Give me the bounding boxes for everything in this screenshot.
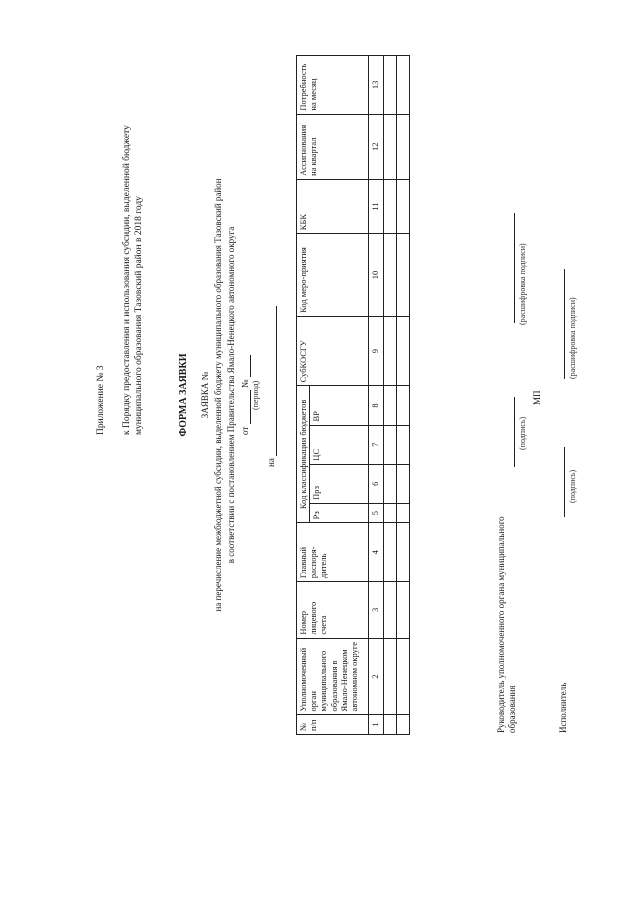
zayavka-line-1: на перечисление межбюджетной субсидии, выделенной бюджету муниципального образования Тазовский район xyxy=(213,178,223,612)
col-header-cs: ЦС xyxy=(310,425,369,464)
blank-cell xyxy=(384,523,397,582)
col-header-assign-quarter: Ассигнования на квартал xyxy=(297,114,369,179)
blank-cell xyxy=(384,386,397,425)
period-caption: (период) xyxy=(251,380,260,410)
column-number: 7 xyxy=(369,425,384,464)
col-header-subkosgu: СубКОСГУ xyxy=(297,316,369,386)
blank-cell xyxy=(397,425,410,464)
zayavka-title: ЗАЯВКА № xyxy=(200,371,210,419)
blank-cell xyxy=(397,523,410,582)
period-on-label: на xyxy=(266,458,276,467)
column-number: 8 xyxy=(369,386,384,425)
column-number: 4 xyxy=(369,523,384,582)
head-decode-caption: (расшифровка подписи) xyxy=(518,243,527,325)
table-header-row-1 xyxy=(297,56,310,735)
blank-cell xyxy=(384,503,397,523)
head-signatory-label: Руководитель уполномоченного органа муниципального образования xyxy=(496,516,517,733)
blank-cell xyxy=(384,464,397,503)
col-header-event-code: Код меро-приятия xyxy=(297,234,369,317)
executor-signature-line xyxy=(564,447,565,517)
from-label: от xyxy=(240,426,250,435)
blank-cell xyxy=(397,715,410,735)
blank-cell xyxy=(397,386,410,425)
column-number: 10 xyxy=(369,234,384,317)
blank-cell xyxy=(397,56,410,115)
executor-label: Исполнитель xyxy=(558,682,568,733)
rotated-document-page xyxy=(48,55,608,735)
request-table xyxy=(296,55,410,735)
zayavka-line-2: в соответствии с постановлением Правительства Ямало-Ненецкого автономного округа xyxy=(226,226,236,564)
col-header-prz: Прз xyxy=(310,464,369,503)
column-number: 9 xyxy=(369,316,384,386)
executor-decode-caption: (расшифровка подписи) xyxy=(568,297,577,379)
executor-signature-caption: (подпись) xyxy=(568,469,577,503)
date-number-line xyxy=(240,355,251,435)
blank-cell xyxy=(397,464,410,503)
appendix-text: к Порядку предоставления и использования субсидии, выделенной бюджету муниципального образования Тазовский район в 2018 году xyxy=(121,125,144,435)
blank-cell xyxy=(397,179,410,233)
number-blank xyxy=(250,355,251,377)
col-header-rz: Рз xyxy=(310,503,369,523)
col-header-n: № п/п xyxy=(297,715,369,735)
blank-cell xyxy=(384,234,397,317)
period-blank xyxy=(276,306,277,456)
blank-cell xyxy=(397,582,410,639)
blank-cell xyxy=(397,638,410,715)
column-number: 12 xyxy=(369,114,384,179)
appendix-note xyxy=(96,115,146,435)
stamp-place-label: МП xyxy=(532,390,542,405)
head-decode-line xyxy=(514,213,515,323)
blank-cell xyxy=(397,114,410,179)
column-number-row xyxy=(369,56,384,735)
blank-cell xyxy=(397,503,410,523)
column-number: 5 xyxy=(369,503,384,523)
blank-cell xyxy=(384,114,397,179)
head-signature-line xyxy=(514,397,515,467)
blank-cell xyxy=(397,316,410,386)
column-number: 11 xyxy=(369,179,384,233)
column-number: 1 xyxy=(369,715,384,735)
blank-cell xyxy=(384,56,397,115)
col-header-organ: Уполномоченный орган муниципального образования в Ямало-Ненецком автономном округе xyxy=(297,638,369,715)
blank-row xyxy=(384,56,397,735)
blank-row xyxy=(397,56,410,735)
number-label: № xyxy=(240,379,250,389)
blank-cell xyxy=(384,638,397,715)
col-header-kbk: КБК xyxy=(297,179,369,233)
col-header-manager: Главный распоря-дитель xyxy=(297,523,369,582)
blank-cell xyxy=(384,582,397,639)
form-title: ФОРМА ЗАЯВКИ xyxy=(178,353,189,437)
appendix-number: Приложение № 3 xyxy=(96,365,106,435)
blank-cell xyxy=(384,316,397,386)
blank-cell xyxy=(397,234,410,317)
column-number: 13 xyxy=(369,56,384,115)
col-header-kod-group: Код классификации бюджетов xyxy=(297,386,310,523)
column-number: 3 xyxy=(369,582,384,639)
column-number: 6 xyxy=(369,464,384,503)
executor-decode-line xyxy=(564,269,565,379)
blank-cell xyxy=(384,425,397,464)
blank-cell xyxy=(384,715,397,735)
col-header-vr: ВР xyxy=(310,386,369,425)
period-line xyxy=(266,306,277,467)
head-signature-caption: (подпись) xyxy=(518,416,527,450)
column-number: 2 xyxy=(369,638,384,715)
col-header-need-month: Потребность на месяц xyxy=(297,56,369,115)
blank-cell xyxy=(384,179,397,233)
col-header-account: Номер лицевого счета xyxy=(297,582,369,639)
